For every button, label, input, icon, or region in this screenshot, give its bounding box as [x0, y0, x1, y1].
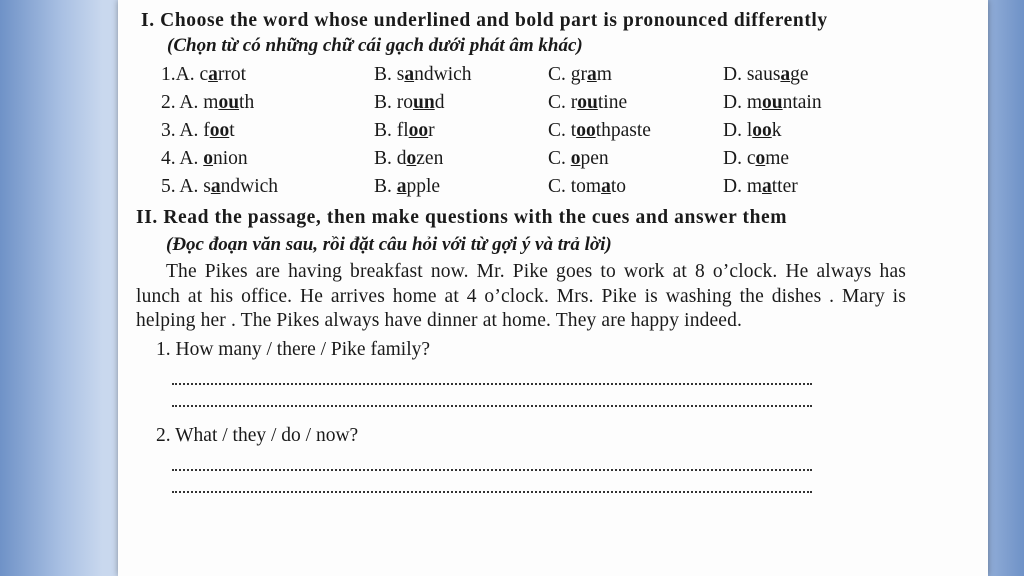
exercise-row: [161, 61, 883, 89]
option-text: D. m: [723, 92, 762, 113]
question-1: 1. How many / there / Pike family?: [156, 338, 431, 360]
underlined-letters: ou: [218, 92, 240, 113]
worksheet-content: [136, 0, 906, 493]
underlined-letters: o: [570, 148, 581, 169]
underlined-letters: oo: [576, 120, 596, 141]
option-text: B. s: [374, 64, 405, 85]
underlined-letters: un: [413, 92, 435, 113]
answer-option: [374, 117, 548, 145]
underlined-letters: oo: [408, 120, 429, 141]
answer-option: [161, 61, 374, 89]
option-text: C.: [548, 148, 571, 169]
underlined-letters: oo: [752, 120, 772, 141]
option-text: pen: [580, 148, 609, 169]
option-text: B. ro: [374, 92, 413, 113]
option-text: 3. A. f: [161, 120, 210, 141]
passage-text: The Pikes are having breakfast now. Mr. Pike goes to work at 8 o’clock. He always has lunch at his office. He arrives home at 4 o’clock. Mrs. Pike is washing the dishes . Mary is helping her . The Pikes always have dinner at home. They are happy indeed.: [136, 261, 906, 331]
exercise-row: [161, 145, 883, 173]
section-2-title: II. Read the passage, then make questions with the cues and answer them: [136, 207, 788, 228]
answer-option: [723, 61, 883, 89]
underlined-letters: a: [404, 64, 415, 85]
underlined-letters: a: [587, 64, 597, 85]
option-text: rrot: [217, 64, 247, 85]
option-text: ge: [790, 64, 809, 85]
answer-option: [548, 145, 723, 173]
answer-option: [161, 117, 374, 145]
answer-option: [374, 61, 548, 89]
exercise-row: [161, 89, 883, 117]
answer-option: [374, 173, 548, 201]
option-text: ndwich: [414, 64, 472, 85]
answer-option: [548, 61, 723, 89]
answer-option: [548, 173, 723, 201]
option-text: C. gr: [548, 64, 587, 85]
underlined-letters: a: [210, 176, 221, 197]
option-text: pple: [406, 176, 441, 197]
answer-line[interactable]: [172, 455, 812, 471]
option-text: to: [610, 176, 627, 197]
underlined-letters: a: [396, 176, 407, 197]
answer-option: [161, 173, 374, 201]
option-text: k: [771, 120, 782, 141]
option-text: t: [229, 120, 235, 141]
option-text: d: [434, 92, 445, 113]
option-text: me: [765, 148, 790, 169]
answer-option: [723, 145, 883, 173]
answer-line[interactable]: [172, 477, 812, 493]
option-text: B. fl: [374, 120, 409, 141]
option-text: m: [596, 64, 612, 85]
answer-option: [548, 117, 723, 145]
option-text: tter: [771, 176, 798, 197]
answer-option: [723, 89, 883, 117]
option-text: ndwich: [220, 176, 279, 197]
option-text: C. t: [548, 120, 577, 141]
option-text: nion: [213, 148, 248, 169]
answer-line[interactable]: [172, 369, 812, 385]
answer-option: [374, 89, 548, 117]
answer-option: [723, 117, 883, 145]
option-text: C. r: [548, 92, 578, 113]
option-text: 1.A. c: [161, 64, 209, 85]
option-text: D. m: [723, 176, 762, 197]
question-2: 2. What / they / do / now?: [156, 424, 359, 446]
underlined-letters: a: [762, 176, 772, 197]
exercise-row: [161, 173, 883, 201]
option-text: 2. A. m: [161, 92, 219, 113]
option-text: r: [428, 120, 435, 141]
option-text: ntain: [782, 92, 822, 113]
option-text: D. l: [723, 120, 753, 141]
underlined-letters: o: [203, 148, 214, 169]
section-1-title: I. Choose the word whose underlined and bold part is pronounced differently: [141, 10, 828, 31]
option-text: thpaste: [595, 120, 651, 141]
section-2-instruction: (Đọc đoạn văn sau, rồi đặt câu hỏi với từ gợi ý và trả lời): [166, 234, 612, 255]
underlined-letters: a: [208, 64, 218, 85]
underlined-letters: ou: [762, 92, 783, 113]
option-text: 5. A. s: [161, 176, 211, 197]
reading-passage: [136, 260, 906, 334]
option-text: zen: [416, 148, 444, 169]
underlined-letters: o: [406, 148, 417, 169]
answer-option: [161, 89, 374, 117]
option-text: tine: [597, 92, 628, 113]
underlined-letters: a: [601, 176, 611, 197]
underlined-letters: ou: [577, 92, 598, 113]
pronunciation-exercise-table: [161, 61, 883, 201]
option-text: D. saus: [723, 64, 781, 85]
option-text: B.: [374, 176, 397, 197]
section-1-instruction: (Chọn từ có những chữ cái gạch dưới phát âm khác): [167, 35, 583, 56]
option-text: D. c: [723, 148, 756, 169]
option-text: B. d: [374, 148, 407, 169]
answer-option: [374, 145, 548, 173]
underlined-letters: a: [780, 64, 791, 85]
answer-option: [161, 145, 374, 173]
option-text: 4. A.: [161, 148, 204, 169]
answer-option: [723, 173, 883, 201]
document-page: [118, 0, 988, 576]
option-text: th: [239, 92, 255, 113]
underlined-letters: oo: [209, 120, 230, 141]
exercise-row: [161, 117, 883, 145]
answer-option: [548, 89, 723, 117]
answer-line[interactable]: [172, 391, 812, 407]
option-text: C. tom: [548, 176, 602, 197]
underlined-letters: o: [755, 148, 766, 169]
